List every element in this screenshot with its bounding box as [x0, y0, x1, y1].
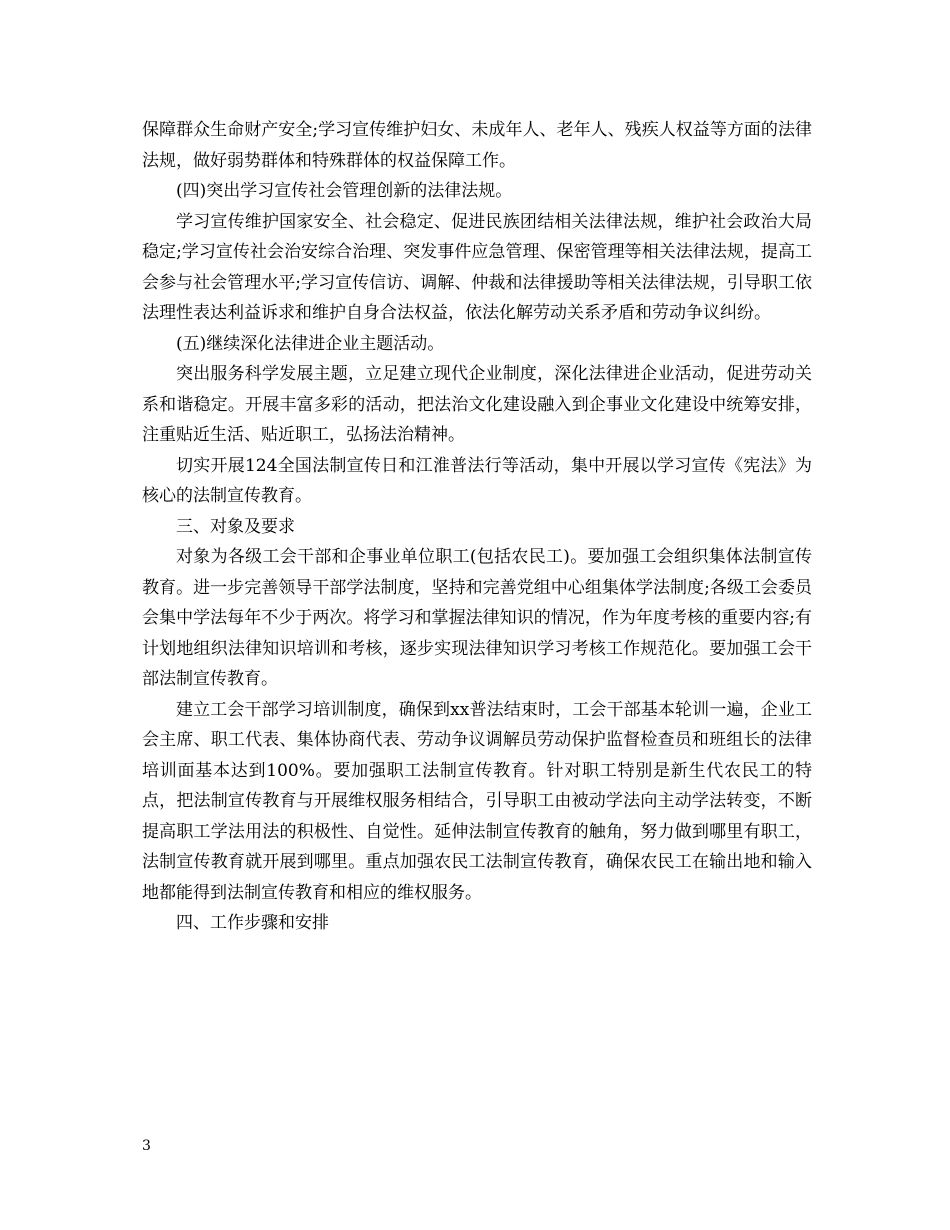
section-heading-4: (四)突出学习宣传社会管理创新的法律法规。: [176, 181, 513, 201]
page-number: 3: [142, 1138, 151, 1154]
section-heading-5: (五)继续深化法律进企业主题活动。: [176, 333, 445, 354]
paragraph: 突出服务科学发展主题，立足建立现代企业制度，深化法律进企业活动，促进劳动关系和谐稳定。开展丰富多彩的活动，把法治文化建设融入到企事业文化建设中统筹安排，注重贴近生活、贴近职工，弘扬法治精神。: [142, 364, 812, 445]
paragraph: 对象为各级工会干部和企事业单位职工(包括农民工)。要加强工会组织集体法制宣传教育。进一步完善领导干部学法制度，坚持和完善党组中心组集体学法制度;各级工会委员会集中学法每年不少于两次。将学习和掌握法律知识的情况，作为年度考核的重要内容;有计划地组织法律知识培训和考核，逐步实现法律知识学习考核工作规范化。要加强工会干部法制宣传教育。: [142, 547, 812, 689]
paragraph: 切实开展124全国法制宣传日和江淮普法行等活动，集中开展以学习宣传《宪法》为核心的法制宣传教育。: [142, 455, 812, 506]
section-heading-4-steps: 四、工作步骤和安排: [176, 913, 329, 933]
paragraph: 学习宣传维护国家安全、社会稳定、促进民族团结相关法律法规，维护社会政治大局稳定;学习宣传社会治安综合治理、突发事件应急管理、保密管理等相关法律法规，提高工会参与社会管理水平;学习宣传信访、调解、仲裁和法律援助等相关法律法规，引导职工依法理性表达利益诉求和维护自身合法权益，依法化解劳动关系矛盾和劳动争议纠纷。: [142, 211, 812, 323]
paragraph: 建立工会干部学习培训制度，确保到xx普法结束时，工会干部基本轮训一遍，企业工会主席、职工代表、集体协商代表、劳动争议调解员劳动保护监督检查员和班组长的法律培训面基本达到100%。要加强职工法制宣传教育。针对职工特别是新生代农民工的特点，把法制宣传教育与开展维权服务相结合，引导职工由被动学法向主动学法转变，不断提高职工学法用法的积极性、自觉性。延伸法制宣传教育的触角，努力做到哪里有职工，法制宣传教育就开展到哪里。重点加强农民工法制宣传教育，确保农民工在输出地和输入地都能得到法制宣传教育和相应的维权服务。: [142, 699, 812, 903]
document-body: [142, 115, 812, 939]
section-heading-3: 三、对象及要求: [176, 516, 295, 537]
paragraph-continuation: 保障群众生命财产安全;学习宣传维护妇女、未成年人、老年人、残疾人权益等方面的法律法规，做好弱势群体和特殊群体的权益保障工作。: [142, 120, 812, 171]
